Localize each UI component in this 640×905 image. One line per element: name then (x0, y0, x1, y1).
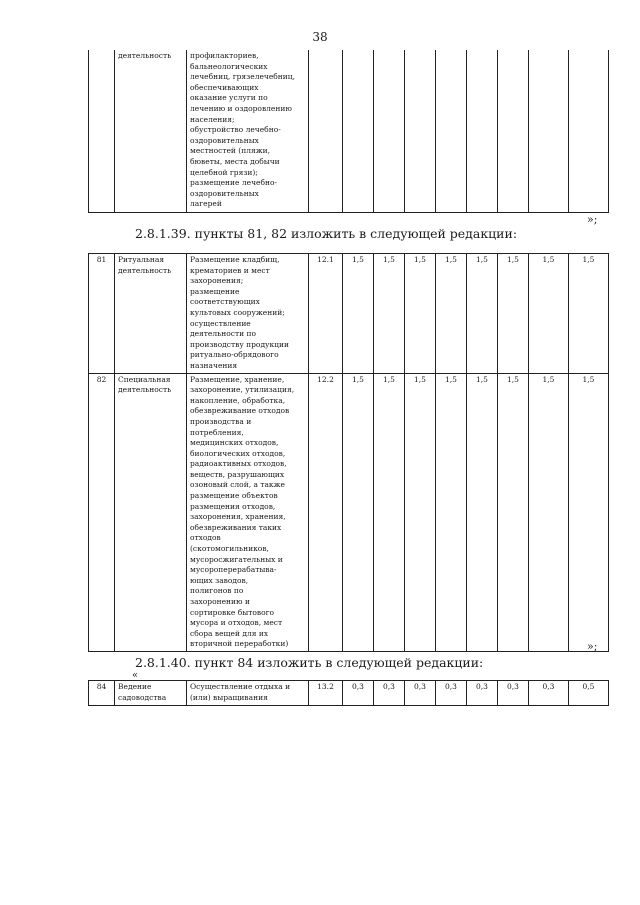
value-cell (343, 50, 374, 213)
value-cell: 0,3 (436, 681, 467, 706)
value-cell: 1,5 (529, 373, 569, 651)
value-cell: 0,3 (405, 681, 436, 706)
table-row (89, 50, 609, 213)
activity-name: Ведение садоводства (115, 681, 187, 706)
value-cell: 1,5 (436, 254, 467, 374)
row-number: 81 (89, 254, 115, 374)
activity-name: Ритуальная деятельность (115, 254, 187, 374)
value-cell: 1,5 (405, 254, 436, 374)
value-cell (467, 50, 498, 213)
value-cell: 1,5 (436, 373, 467, 651)
closing-quote: »; (587, 213, 598, 226)
activity-name: деятельность (115, 50, 187, 213)
code-cell (309, 50, 343, 213)
value-cell: 1,5 (498, 254, 529, 374)
value-cell: 1,5 (569, 254, 609, 374)
value-cell: 1,5 (374, 254, 405, 374)
value-cell: 0,3 (467, 681, 498, 706)
value-cell (529, 50, 569, 213)
activity-description: Осуществление отдыха и (или) выращивания (187, 681, 309, 706)
value-cell (569, 50, 609, 213)
code-cell: 12.1 (309, 254, 343, 374)
value-cell: 0,5 (569, 681, 609, 706)
value-cell: 0,3 (498, 681, 529, 706)
value-cell: 0,3 (374, 681, 405, 706)
activity-name: Специальная деятельность (115, 373, 187, 651)
row-84-table (88, 680, 609, 706)
row-number: 82 (89, 373, 115, 651)
code-cell: 13.2 (309, 681, 343, 706)
value-cell (374, 50, 405, 213)
closing-quote: »; (587, 640, 598, 653)
table-row (89, 681, 609, 706)
value-cell (498, 50, 529, 213)
table-row (89, 373, 609, 651)
value-cell (436, 50, 467, 213)
page-number: 38 (312, 30, 328, 44)
row-number: 84 (89, 681, 115, 706)
value-cell: 0,3 (529, 681, 569, 706)
activity-description: Размещение кладбищ, крематориев и мест захоронения; размещение соответствующих культовых сооружений; осуществление деятельности по производству продукции ритуально-обрядового назначения (187, 254, 309, 374)
table-row (89, 254, 609, 374)
opening-quote: « (132, 670, 139, 681)
row-number (89, 50, 115, 213)
value-cell: 1,5 (343, 373, 374, 651)
section-heading-2-8-1-40: 2.8.1.40. пункт 84 изложить в следующей редакции: (135, 655, 484, 670)
value-cell: 1,5 (343, 254, 374, 374)
continuation-table (88, 50, 609, 213)
code-cell: 12.2 (309, 373, 343, 651)
activity-description: профилакториев, бальнеологических лечебниц, грязелечебниц, обеспечивающих оказание услуги по лечению и оздоровлению населения; обустройство лечебно- оздоровительных местностей (пляжи, бюветы, места добычи целебной грязи); размещение лечебно- оздоровительных лагерей (187, 50, 309, 213)
value-cell (405, 50, 436, 213)
value-cell: 1,5 (569, 373, 609, 651)
value-cell: 1,5 (405, 373, 436, 651)
rows-81-82-table (88, 253, 609, 652)
value-cell: 1,5 (529, 254, 569, 374)
section-heading-2-8-1-39: 2.8.1.39. пункты 81, 82 изложить в следующей редакции: (135, 226, 518, 241)
activity-description: Размещение, хранение, захоронение, утилизация, накопление, обработка, обезвреживание отходов производства и потребления, медицинских отходов, биологических отходов, радиоактивных отходов, веществ, разрушающих озоновый слой, а также размещение объектов размещения отходов, захоронения, хранения, обезвреживания таких отходов (скотомогильников, мусоросжигательных и мусороперерабатыва- ющих заводов, полигонов по захоронению и сортировке бытового мусора и отходов, мест сбора вещей для их вторичной переработки) (187, 373, 309, 651)
value-cell: 1,5 (498, 373, 529, 651)
value-cell: 1,5 (374, 373, 405, 651)
value-cell: 1,5 (467, 373, 498, 651)
value-cell: 1,5 (467, 254, 498, 374)
value-cell: 0,3 (343, 681, 374, 706)
